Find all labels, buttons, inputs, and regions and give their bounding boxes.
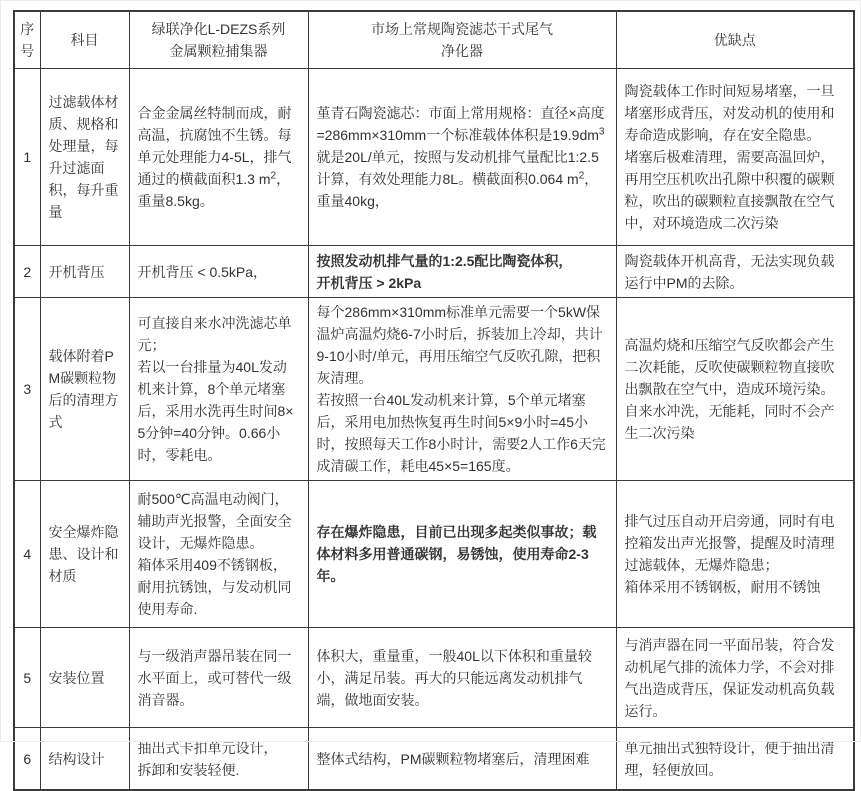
table-row bbox=[14, 728, 854, 791]
col-header-subject: 科目 bbox=[40, 11, 129, 69]
cell-lvlian-product: 抽出式卡扣单元设计， 拆卸和安装轻便. bbox=[129, 728, 308, 791]
table-row bbox=[14, 298, 854, 481]
header-row bbox=[14, 11, 854, 69]
col-header-pros-cons: 优缺点 bbox=[616, 11, 854, 69]
table-row bbox=[14, 481, 854, 628]
cell-market-product: 存在爆炸隐患，目前已出现多起类似事故；载体材料多用普通碳钢，易锈蚀，使用寿命2-3年。 bbox=[308, 481, 616, 628]
cell-market-product: 每个286mm×310mm标准单元需要一个5kW保温炉高温灼烧6-7小时后，拆装加上冷却，共计9-10小时/单元，再用压缩空气反吹孔隙，把积灰清理。 若按照一台40L发动机来计算，5个单元堵塞后，采用电加热恢复再生时间5×9小时=45小时，按照每天工作8小时计，需要2人工作6天完成清碳工作，耗电45×5=165度。 bbox=[308, 298, 616, 481]
cell-pros-cons: 排气过压自动开启旁通，同时有电控箱发出声光报警，提醒及时清理过滤载体，无爆炸隐患； 箱体采用不锈钢板，耐用不锈蚀 bbox=[616, 481, 854, 628]
table-row bbox=[14, 69, 854, 246]
cell-market-product: 堇青石陶瓷滤芯：市面上常用规格：直径×高度=286mm×310mm一个标准载体体积是$19.9dm^3$就是20L/单元，按照与发动机排气量配比1:2.5计算，有效处理能力8L。横截面积0.064 $m^2$，重量40kg， bbox=[308, 69, 616, 246]
cell-pros-cons: 高温灼烧和压缩空气反吹都会产生二次耗能，反吹使碳颗粒物直接吹出飘散在空气中，造成环境污染。自来水冲洗，无能耗，同时不会产生二次污染 bbox=[616, 298, 854, 481]
cell-pros-cons: 与消声器在同一平面吊装，符合发动机尾气排的流体力学，不会对排气出造成背压，保证发动机高负载运行。 bbox=[616, 628, 854, 728]
col-header-lvlian-product: 绿联净化L-DEZS系列 金属颗粒捕集器 bbox=[129, 11, 308, 69]
cell-index: 6 bbox=[14, 728, 40, 791]
cell-index: 3 bbox=[14, 298, 40, 481]
cell-subject: 开机背压 bbox=[40, 246, 129, 298]
cell-index: 1 bbox=[14, 69, 40, 246]
cell-market-product: 整体式结构，PM碳颗粒物堵塞后，清理困难 bbox=[308, 728, 616, 791]
cell-lvlian-product: 可直接自来水冲洗滤芯单元； 若以一台排量为40L发动机来计算，8个单元堵塞后，采用水洗再生时间8×5分钟=40分钟。0.66小时，零耗电。 bbox=[129, 298, 308, 481]
cell-lvlian-product: 合金金属丝特制而成，耐高温，抗腐蚀不生锈。每单元处理能力4-5L，排气通过的横截面积1.3 $m^2$，重量8.5kg。 bbox=[129, 69, 308, 246]
cell-lvlian-product: 开机背压 < 0.5kPa， bbox=[129, 246, 308, 298]
cell-index: 4 bbox=[14, 481, 40, 628]
table-row bbox=[14, 246, 854, 298]
cell-index: 2 bbox=[14, 246, 40, 298]
col-header-index: 序号 bbox=[14, 11, 40, 69]
cell-index: 5 bbox=[14, 628, 40, 728]
table-body bbox=[14, 69, 854, 791]
cell-subject: 过滤载体材质、规格和处理量，每升过滤面积，每升重量 bbox=[40, 69, 129, 246]
cell-pros-cons: 陶瓷载体开机高背，无法实现负载运行中PM的去除。 bbox=[616, 246, 854, 298]
cell-subject: 安全爆炸隐患、设计和材质 bbox=[40, 481, 129, 628]
product-comparison-table bbox=[13, 10, 855, 791]
cell-market-product: 体积大，重量重，一般40L以下体积和重量较小，满足吊装。再大的只能远离发动机排气端，做地面安装。 bbox=[308, 628, 616, 728]
cell-lvlian-product: 耐500℃高温电动阀门，辅助声光报警，全面安全设计，无爆炸隐患。 箱体采用409不锈钢板，耐用抗锈蚀，与发动机同使用寿命. bbox=[129, 481, 308, 628]
cell-subject: 安装位置 bbox=[40, 628, 129, 728]
cell-pros-cons: 陶瓷载体工作时间短易堵塞，一旦堵塞形成背压，对发动机的使用和寿命造成影响，存在安全隐患。 堵塞后极难清理，需要高温回炉，再用空压机吹出孔隙中积覆的碳颗粒，吹出的碳颗粒直接飘散在空气中，对环境造成二次污染 bbox=[616, 69, 854, 246]
cell-lvlian-product: 与一级消声器吊装在同一水平面上，或可替代一级消音器。 bbox=[129, 628, 308, 728]
table-row bbox=[14, 628, 854, 728]
cell-market-product: 按照发动机排气量的1:2.5配比陶瓷体积， 开机背压 > 2kPa bbox=[308, 246, 616, 298]
cell-pros-cons: 单元抽出式独特设计，便于抽出清理，轻便放回。 bbox=[616, 728, 854, 791]
cell-subject: 载体附着PM碳颗粒物后的清理方式 bbox=[40, 298, 129, 481]
col-header-market-product: 市场上常规陶瓷滤芯干式尾气 净化器 bbox=[308, 11, 616, 69]
cell-subject: 结构设计 bbox=[40, 728, 129, 791]
